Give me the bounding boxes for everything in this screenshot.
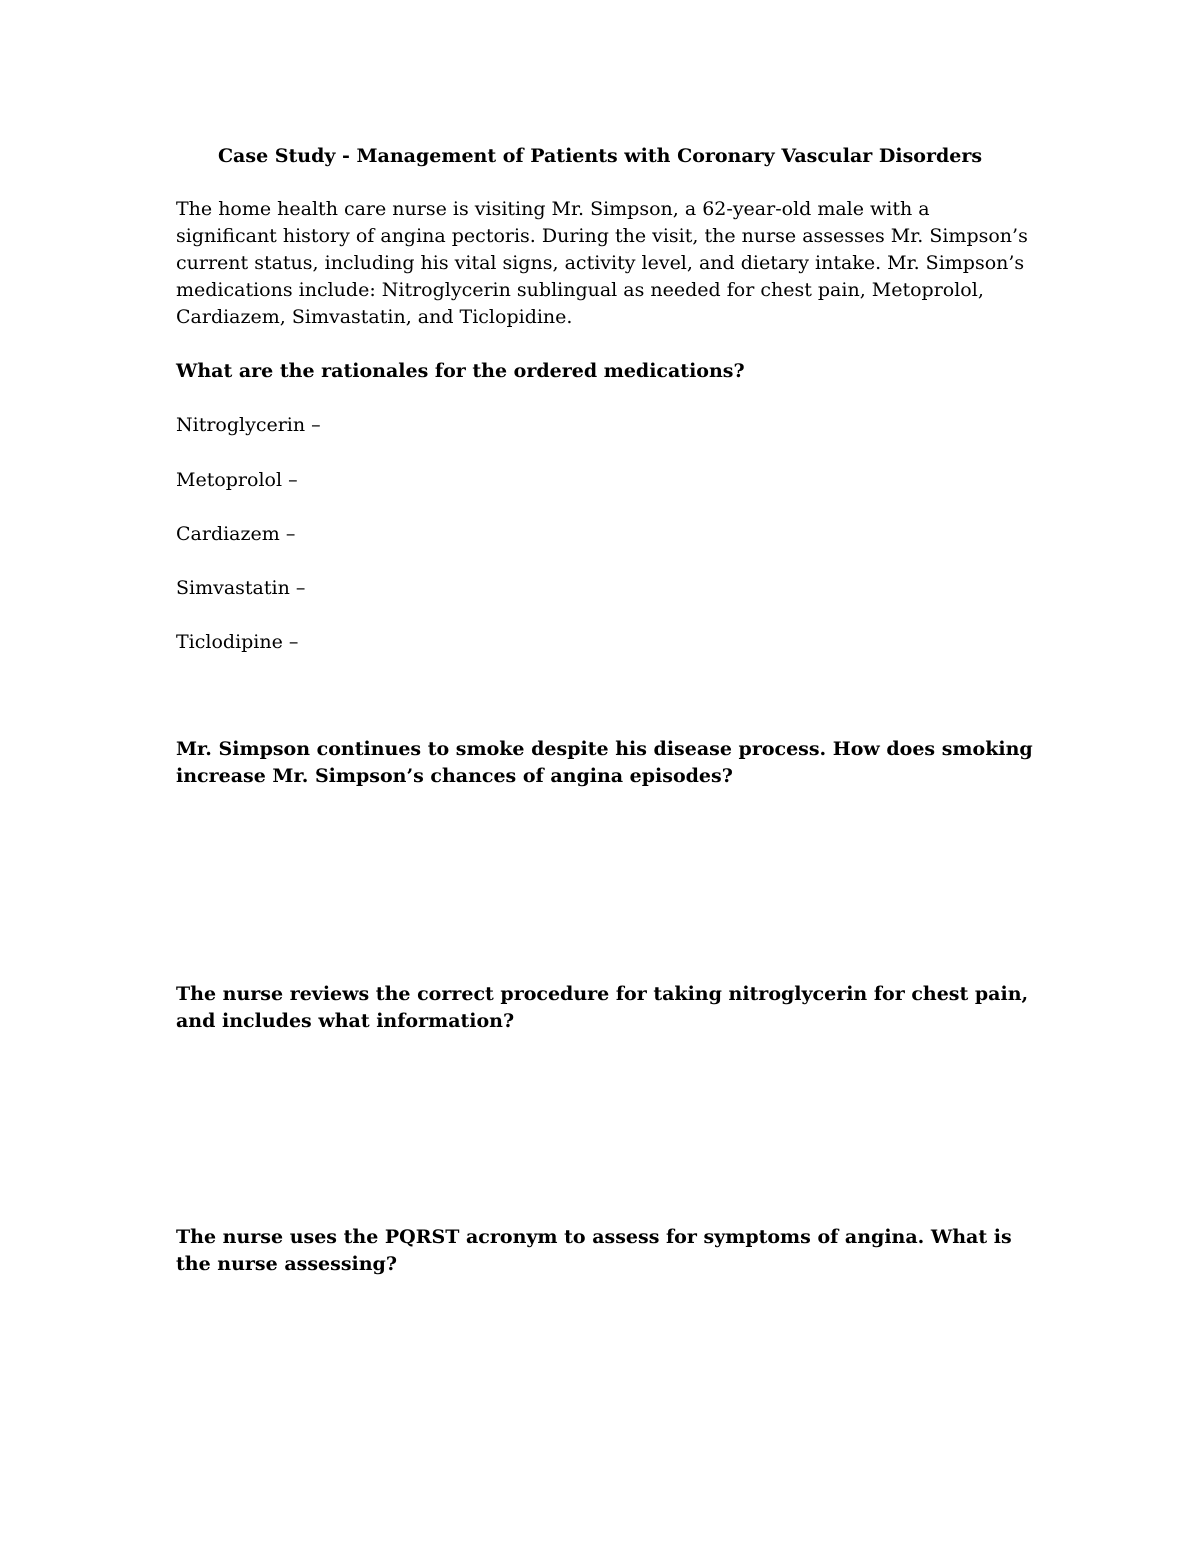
medication-item-cardiazem: Cardiazem – (176, 523, 296, 545)
question-pqrst: The nurse uses the PQRST acronym to assess for symptoms of angina. What is the nurse assessing? (176, 1226, 1012, 1275)
question-smoking: Mr. Simpson continues to smoke despite his disease process. How does smoking increase Mr. Simpson’s chances of angina episodes? (176, 738, 1033, 787)
medication-item-metoprolol: Metoprolol – (176, 469, 298, 491)
question-medication-rationales: What are the rationales for the ordered medications? (176, 360, 745, 382)
medication-item-simvastatin: Simvastatin – (176, 577, 306, 599)
medication-item-ticlodipine: Ticlodipine – (176, 631, 299, 653)
document-title: Case Study - Management of Patients with Coronary Vascular Disorders (217, 145, 983, 167)
question-nitroglycerin-procedure: The nurse reviews the correct procedure for taking nitroglycerin for chest pain, and includes what information? (176, 983, 1029, 1032)
case-intro-paragraph: The home health care nurse is visiting Mr. Simpson, a 62-year-old male with a significant history of angina pectoris. During the visit, the nurse assesses Mr. Simpson’s current status, including his vital signs, activity level, and dietary intake. Mr. Simpson’s medications include: Nitroglycerin sublingual as needed for chest pain, Metoprolol, Cardiazem, Simvastatin, and Ticlopidine. (176, 198, 1028, 328)
medication-item-nitroglycerin: Nitroglycerin – (176, 414, 321, 436)
